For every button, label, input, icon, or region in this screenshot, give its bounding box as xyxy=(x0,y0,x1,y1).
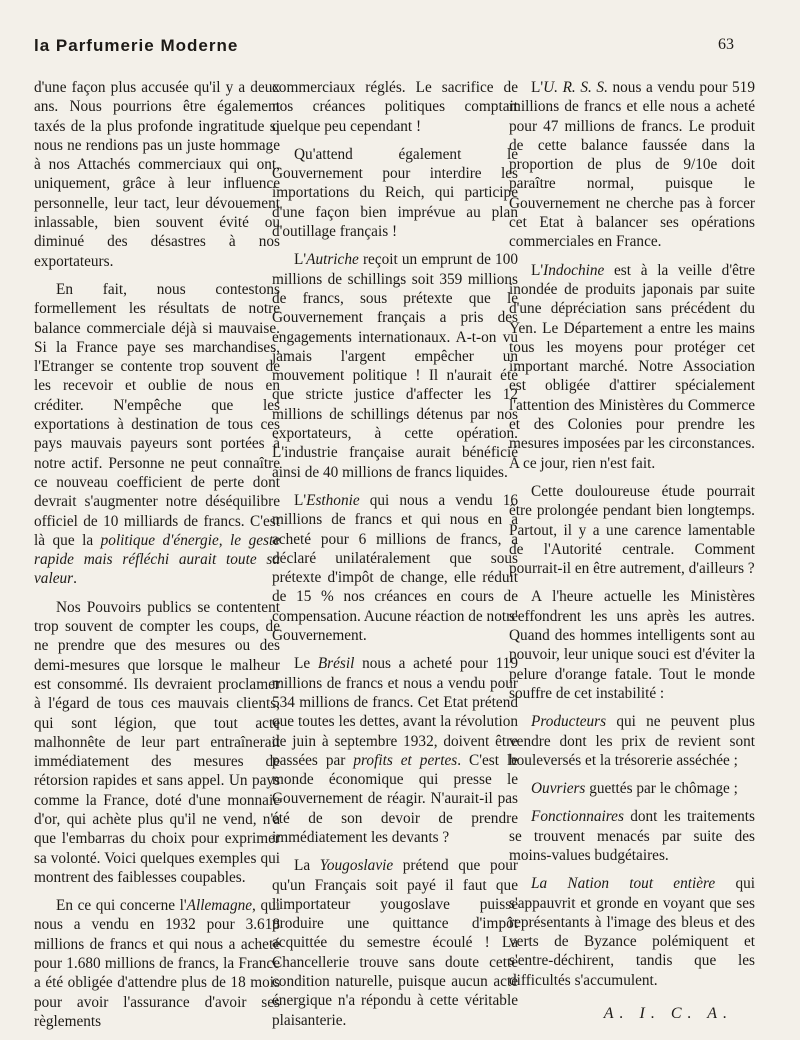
text-run: Nos Pouvoirs publics se contentent trop souvent de compter les coups, de ne prendre que des mesures ou des demi-mesures que lorsque le malheur est consommé. Ils devraient proclamer à l'égard de tous ces mauvais clients, qui sont légion, que tout acte malhonnête de leur part entraînerait immédiatement des mesures de rétorsion rapides et sans appel. Un pays comme la France, doté d'une monnaie d'or, qui achète plus qu'il ne vend, n'a que l'embarras du choix pour exprimer sa volonté. Voici quelques exemples qui montrent des faiblesses coupables. xyxy=(34,598,280,886)
paragraph xyxy=(509,779,755,798)
paragraph xyxy=(509,712,755,770)
text-run: L' xyxy=(294,251,307,269)
text-run: Qu'attend également le Gouvernement pour interdire les importations du Reich, qui participe d'une façon bien imprévue au plan d'outillage français ! xyxy=(272,145,518,241)
text-run: dont les traitements se trouvent menacés par suite des moins-values budgétaires. xyxy=(509,808,755,864)
text-run: qui s'appauvrit et gronde en voyant que ses représentants à l'image des bleus et des verts de Byzance polémiquent et s'entre-déchirent, tandis que les difficultés s'accumulent. xyxy=(509,875,755,989)
text-run: . C'est le monde économique qui presse le Gouvernement de réagir. N'aurait-il pas été de son devoir de prendre immédiatement les devants ? xyxy=(272,751,518,846)
text-run: Le xyxy=(294,655,318,673)
paragraph xyxy=(34,896,280,1031)
italic-text: Brésil xyxy=(317,655,355,673)
text-run: est à la veille d'être inondée de produits japonais par suite d'une dépréciation sans précédent du Yen. Le Département a entre les mains tous les moyens pour protéger cet important marché. Notre Association est obligée d'attirer spécialement l'attention des Ministères du Commerce et des Colonies pour prendre les mesures imposées par les circonstances. A ce jour, rien n'est fait. xyxy=(509,261,755,472)
text-run: d'une façon plus accusée qu'il y a deux ans. Nous pourrions être également taxés de la plus profonde ingratitude si nous ne rendions pas un juste hommage à nos Attachés commerciaux qui ont, uniquement, grâce à leur influence personnelle, leur tact, leur dévouement inlassable, bien souvent évité ou diminué des désastres à nos exportateurs. xyxy=(34,79,280,270)
journal-title: la Parfumerie Moderne xyxy=(34,36,239,55)
paragraph xyxy=(34,78,280,271)
text-run: , qui nous a vendu en 1932 pour 3.618 millions de francs et qui nous a acheté pour 1.680 millions de francs, la France a été obligée d'attendre plus de 18 mois pour avoir l'assurance d'avoir ses règlements xyxy=(34,897,280,1030)
text-run: nous a vendu pour 519 millions de francs et elle nous a acheté pour 47 millions de francs. Le produit de cette balance faussée dans la proportion de plus de 9/10e doit paraître normal, puisque le Gouvernement ne cherche pas à forcer cet Etat à balancer ses opérations commerciales en France. xyxy=(509,79,755,251)
italic-text: U. R. S. S. xyxy=(543,79,608,96)
column-3-paragraphs xyxy=(509,78,755,990)
text-run: En ce qui concerne l' xyxy=(56,897,187,915)
text-run: prétend que pour qu'un Français soit payé il faut que l'importateur yougoslave puisse produire une quittance d'impôt acquittée du semestre écoulé ! La Chancellerie trouve sans doute cette condition naturelle, puisque aucun acte énergique n'a répondu à cette véritable plaisanterie. xyxy=(272,857,519,1029)
italic-text: Indochine xyxy=(543,261,605,279)
italic-text: profits et pertes xyxy=(353,751,458,769)
italic-text: politique d'énergie, le geste rapide mais réfléchi aurait toute sa valeur xyxy=(34,531,281,588)
text-column-2 xyxy=(272,78,518,1039)
text-run: La xyxy=(294,857,320,875)
paragraph xyxy=(272,78,518,136)
italic-text: Autriche xyxy=(306,251,359,269)
text-run: reçoit un emprunt de 100 millions de schillings soit 359 millions de francs, sous prétexte que le Gouvernement français a pris des engagements internationaux. A-t-on vu jamais l'argent empêcher un mouvement politique ! Il n'aurait été que stricte justice d'affecter les 12 millions de schillings détenus par nos exportateurs, à cette opération. L'industrie française aurait bénéficié ainsi de 40 millions de francs liquides. xyxy=(272,251,518,481)
paragraph xyxy=(272,654,518,847)
text-run: . xyxy=(73,570,77,588)
text-run: qui ne peuvent plus vendre dont les prix de revient sont bouleversés et la trésorerie asséchée ; xyxy=(509,713,755,769)
text-run: commerciaux réglés. Le sacrifice de nos créances politiques comptait quelque peu cependant ! xyxy=(272,79,518,135)
italic-text: Producteurs xyxy=(531,713,607,731)
paragraph xyxy=(509,261,755,473)
italic-text: Fonctionnaires xyxy=(531,808,624,826)
page-header xyxy=(34,36,734,60)
italic-text: Ouvriers xyxy=(531,780,586,798)
paragraph xyxy=(509,587,755,703)
paragraph xyxy=(509,78,755,252)
signature: A. I. C. A. xyxy=(603,1005,733,1023)
text-run: guettés par le chômage ; xyxy=(585,780,738,798)
paragraph xyxy=(34,598,280,887)
paragraph xyxy=(272,856,518,1030)
text-run: nous a acheté pour 119 millions de francs et nous a vendu pour 534 millions de francs. Cet Etat prétend que toutes les dettes, avant la révolution de juin à septembre 1932, doivent être passées par xyxy=(272,655,518,769)
text-column-3 xyxy=(509,78,755,1023)
italic-text: Esthonie xyxy=(306,491,360,509)
paragraph xyxy=(509,482,755,578)
italic-text: Allemagne xyxy=(186,897,253,915)
paragraph xyxy=(272,491,518,645)
text-column-1 xyxy=(34,78,280,1040)
text-run: Cette douloureuse étude pourrait être prolongée pendant bien longtemps. Partout, il y a une carence lamentable de l'Autorité centrale. Comment pourrait-il en être autrement, d'ailleurs ? xyxy=(509,482,755,578)
text-run: En fait, nous contestons formellement les résultats de notre balance commerciale déjà si mauvaise. Si la France paye ses marchandises, l'Etranger se contente trop souvent de les recevoir et oublie de nous en créditer. N'empêche que les exportations à destination de tous ces pays mauvais payeurs sont portées à notre actif. Personne ne peut connaître ce nouveau coefficient de perte dont devrait s'augmenter notre déséquilibre officiel de 10 milliards de francs. C'est là que la xyxy=(34,280,280,549)
paragraph xyxy=(509,807,755,865)
paragraph xyxy=(272,250,518,482)
page-number: 63 xyxy=(718,36,734,53)
text-run: qui nous a vendu 16 millions de francs et qui nous en a acheté pour 6 millions de francs, a déclaré unilatéralement que sous prétexte d'impôt de change, elle réduit de 15 % nos créances en cours de compensation. Aucune réaction de notre Gouvernement. xyxy=(272,491,518,645)
paragraph xyxy=(509,874,755,990)
paragraph xyxy=(34,280,280,589)
text-run: L' xyxy=(531,261,544,279)
italic-text: La Nation tout entière xyxy=(531,875,716,893)
text-run: L' xyxy=(531,79,544,96)
text-run: A l'heure actuelle les Ministères s'effondrent les uns après les autres. Quand des hommes intelligents sont au pouvoir, leur unique souci est d'éviter la pelure d'orange fatale. Tout le monde souffre de cet instabilité : xyxy=(509,588,755,702)
text-run: L' xyxy=(294,491,307,509)
italic-text: Yougoslavie xyxy=(319,857,394,875)
paragraph xyxy=(272,145,518,241)
